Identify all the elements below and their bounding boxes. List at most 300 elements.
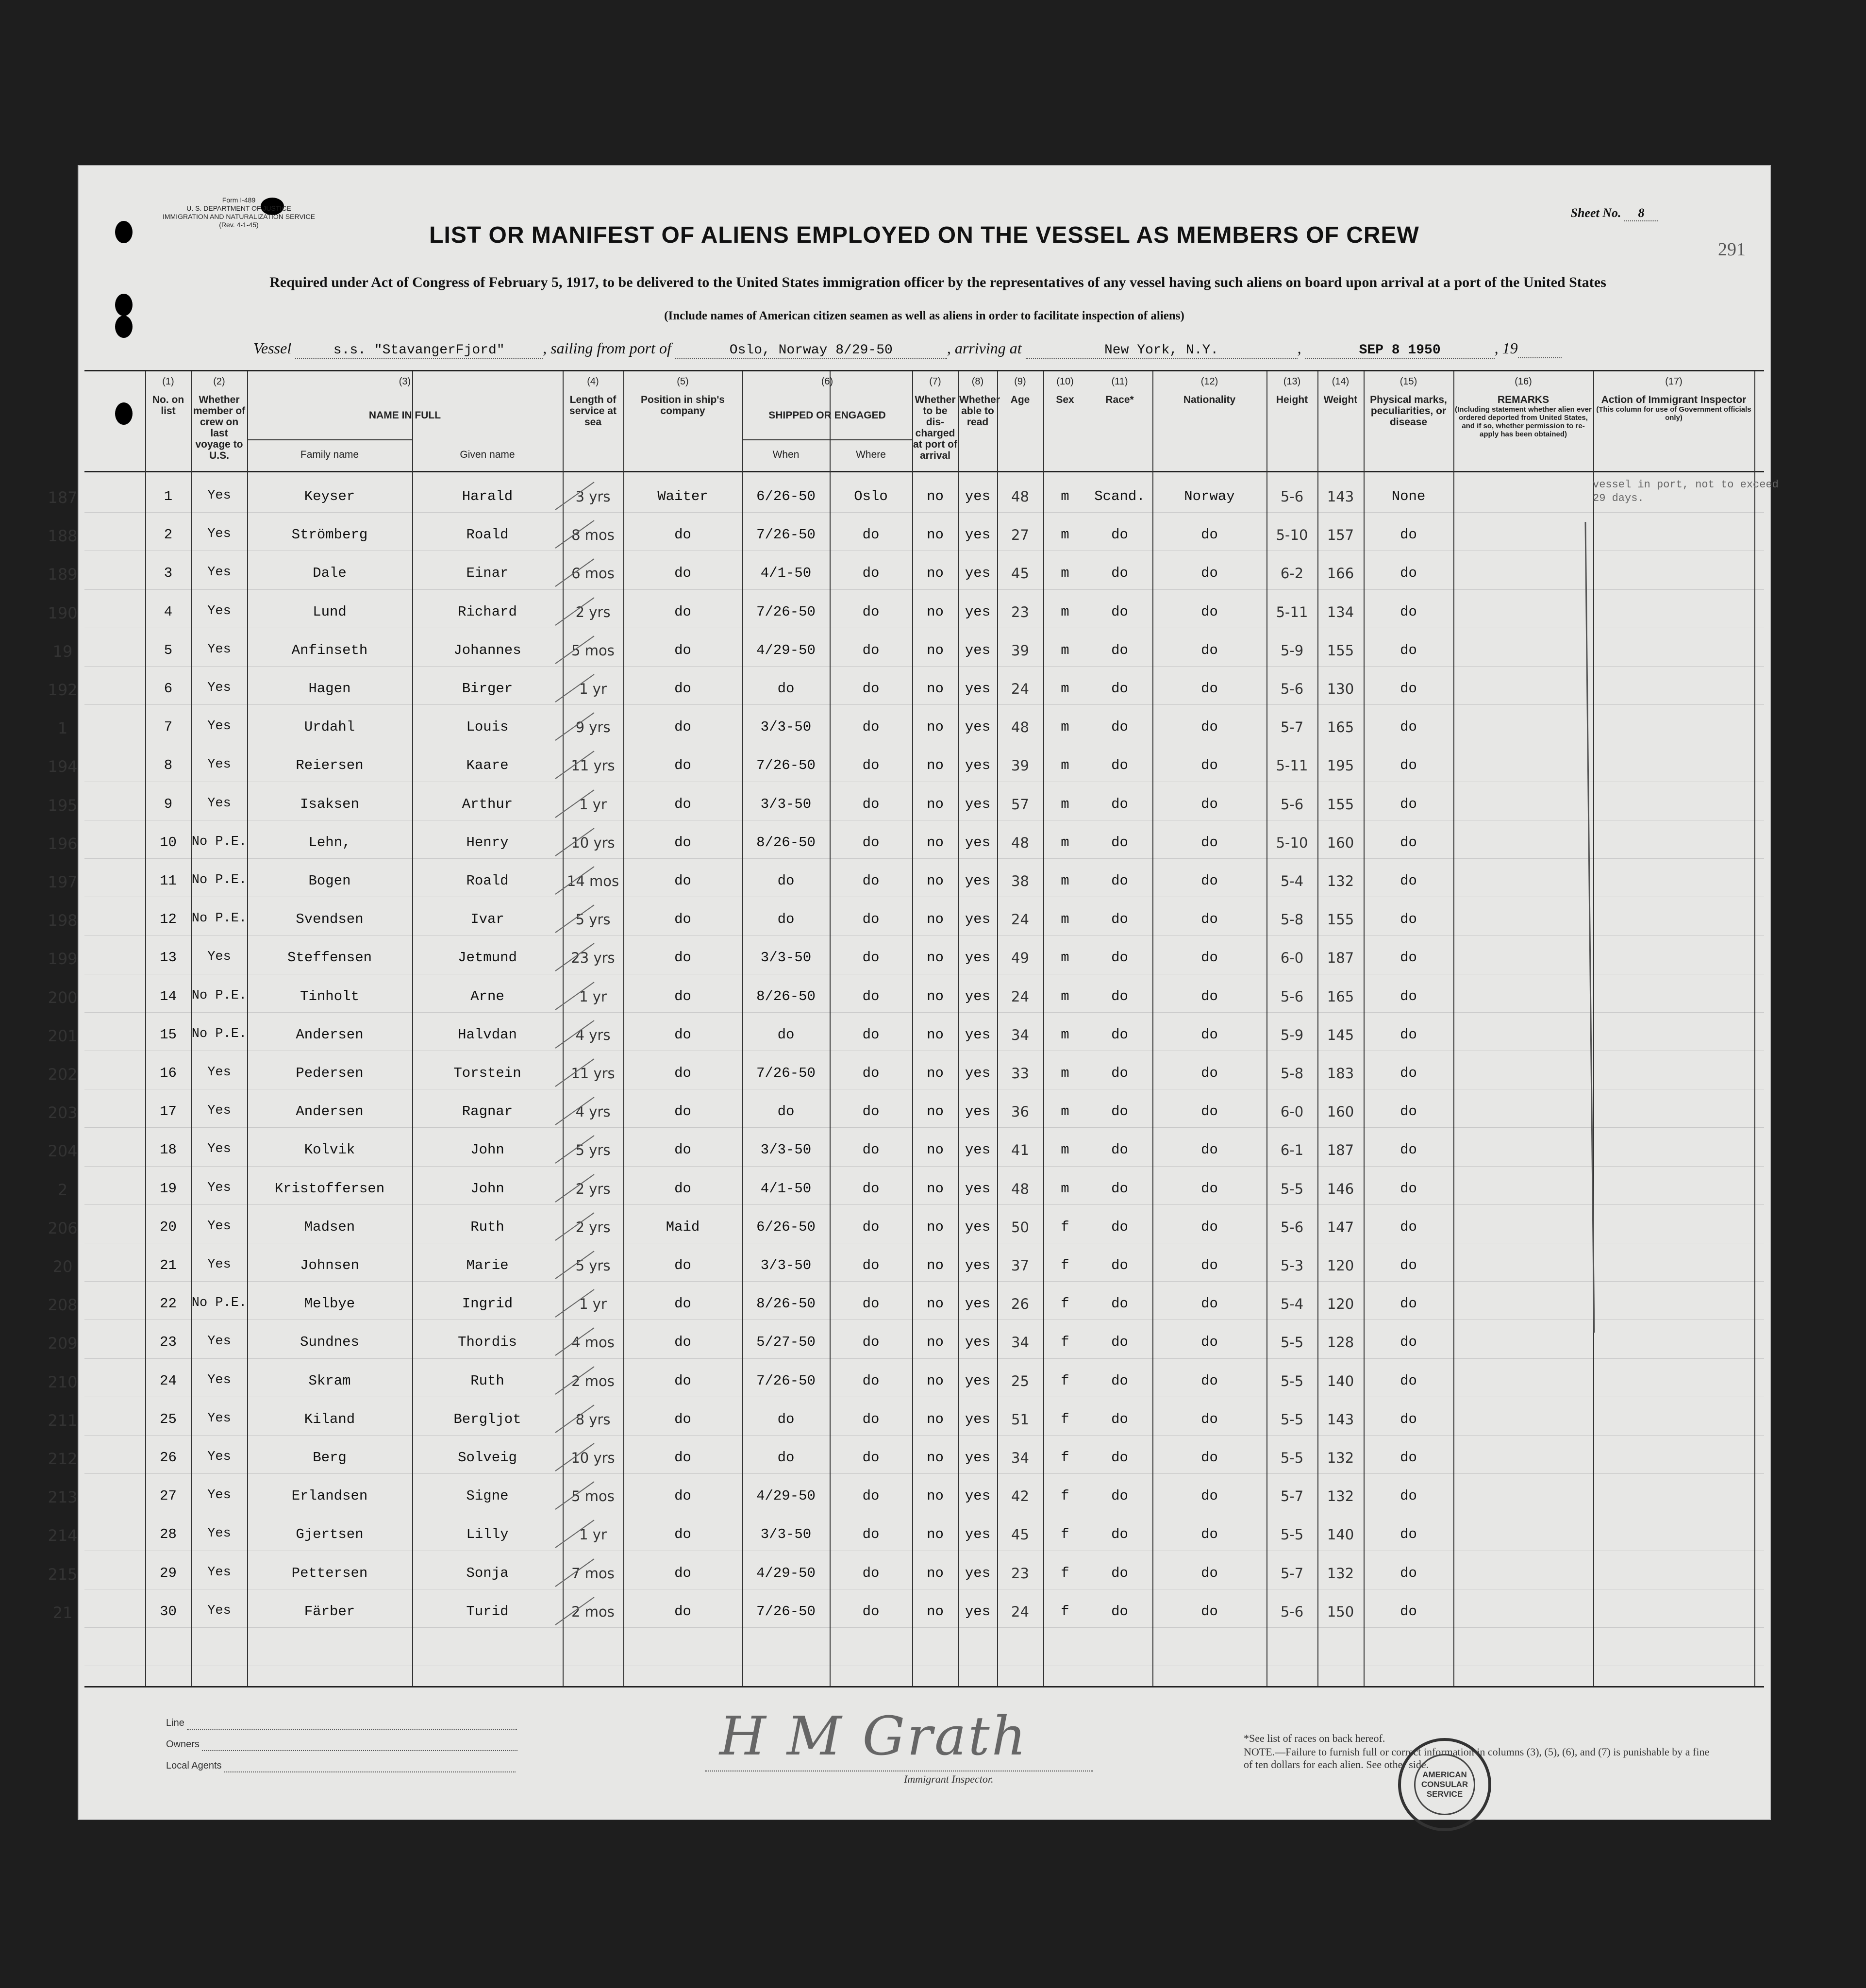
check-slash-icon [553, 1403, 597, 1437]
row-number: 3 [164, 565, 173, 582]
age: 36 [1011, 1103, 1029, 1120]
position: do [674, 1103, 691, 1120]
family-name: Bogen [308, 873, 351, 889]
column-header [998, 376, 1042, 405]
physical-marks: do [1400, 719, 1417, 735]
family-name: Madsen [304, 1219, 355, 1235]
family-name: Berg [313, 1450, 347, 1466]
discharged: no [927, 834, 944, 851]
physical-marks: do [1400, 1180, 1417, 1197]
race: do [1111, 1026, 1128, 1043]
seal-text: AMERICAN CONSULAR SERVICE [1414, 1754, 1475, 1815]
shipped-where: do [862, 1526, 880, 1543]
physical-marks: do [1400, 603, 1417, 620]
race: do [1111, 719, 1128, 735]
row-number: 11 [160, 873, 177, 889]
column-label: SHIPPED OR ENGAGED [768, 410, 886, 421]
column-note: (This column for use of Government officials only) [1596, 405, 1751, 422]
height: 5-5 [1280, 1180, 1304, 1197]
previous-voyage: Yes [207, 796, 231, 811]
given-name: Marie [466, 1257, 509, 1273]
position: do [674, 603, 691, 620]
sex: f [1061, 1488, 1069, 1504]
physical-marks: do [1400, 1142, 1417, 1158]
physical-marks: do [1400, 1257, 1417, 1273]
check-slash-icon [553, 595, 597, 629]
sex: m [1061, 911, 1069, 928]
row-number: 2 [164, 527, 173, 543]
age: 49 [1011, 950, 1029, 967]
physical-marks: do [1400, 873, 1417, 889]
check-slash-icon [553, 787, 597, 821]
previous-voyage: Yes [207, 719, 231, 734]
family-name: Sundnes [300, 1334, 359, 1351]
check-slash-icon [553, 1518, 597, 1552]
sex: m [1061, 642, 1069, 658]
sex: m [1061, 1180, 1069, 1197]
margin-line-number: 197 [48, 873, 78, 891]
service-length: 4 yrs [575, 1103, 611, 1120]
service-length: 5 mos [571, 1488, 615, 1505]
previous-voyage: Yes [207, 642, 231, 657]
column-label: NAME IN FULL [368, 410, 441, 421]
height: 6-2 [1280, 565, 1304, 582]
service-length: 3 yrs [575, 488, 611, 505]
shipped-where: do [862, 603, 880, 620]
position: do [674, 1065, 691, 1081]
shipped-when: 7/26-50 [756, 603, 816, 620]
position: do [674, 1450, 691, 1466]
age: 48 [1011, 719, 1029, 736]
shipped-where: do [862, 1257, 880, 1273]
sex: f [1061, 1526, 1069, 1543]
weight: 150 [1327, 1603, 1354, 1620]
row-number: 27 [160, 1488, 177, 1504]
age: 39 [1011, 757, 1029, 774]
row-line [84, 858, 1764, 859]
discharged: no [927, 565, 944, 582]
column-header [1318, 376, 1363, 405]
age: 24 [1011, 681, 1029, 697]
column-label: Position in ship's company [640, 394, 725, 417]
column-number: (9) [1014, 376, 1026, 387]
column-note: (Including statement whether alien ever ordered deported from United States, and if so, whether permission to re-apply has been obtained) [1455, 405, 1592, 438]
service-length: 11 yrs [571, 1065, 615, 1082]
column-label: Sex [1056, 394, 1074, 405]
shipped-where: do [862, 796, 880, 812]
position: do [674, 873, 691, 889]
nationality: do [1201, 719, 1218, 735]
column-number: (15) [1400, 376, 1417, 387]
nationality: do [1201, 834, 1218, 851]
column-label: Height [1276, 394, 1308, 405]
height: 5-7 [1280, 1488, 1304, 1505]
able-to-read: yes [965, 1603, 991, 1620]
physical-marks: do [1400, 1065, 1417, 1081]
family-name: Pedersen [296, 1065, 364, 1081]
shipped-when: 7/26-50 [756, 757, 816, 774]
position: do [674, 1488, 691, 1504]
shipped-when: 6/26-50 [756, 1219, 816, 1235]
row-number: 15 [160, 1026, 177, 1043]
margin-line-number: 2 [57, 1180, 68, 1199]
age: 41 [1011, 1142, 1029, 1159]
nationality: do [1201, 1334, 1218, 1351]
sheet-number-value: 8 [1624, 206, 1658, 221]
height: 5-6 [1280, 1219, 1304, 1236]
given-name: Ingrid [462, 1296, 513, 1312]
position: do [674, 1026, 691, 1043]
column-label: Whether able to read [959, 394, 1000, 428]
shipped-where: do [862, 1450, 880, 1466]
discharged: no [927, 1142, 944, 1158]
race: do [1111, 1450, 1128, 1466]
shipped-where: do [862, 1065, 880, 1081]
column-header [146, 376, 190, 417]
arriving-label: , arriving at [947, 339, 1022, 357]
check-slash-icon [553, 1210, 597, 1244]
position: do [674, 1257, 691, 1273]
family-name: Dale [313, 565, 347, 582]
family-name: Reiersen [296, 757, 364, 774]
weight: 145 [1327, 1026, 1354, 1043]
shipped-where: do [862, 565, 880, 582]
margin-line-number: 199 [48, 950, 78, 969]
shipped-when: do [777, 1450, 795, 1466]
physical-marks: do [1400, 1411, 1417, 1427]
family-name: Strömberg [291, 527, 368, 543]
age: 57 [1011, 796, 1029, 813]
row-number: 7 [164, 719, 173, 735]
shipped-where: do [862, 681, 880, 697]
shipped-where: do [862, 1180, 880, 1197]
given-name: Louis [466, 719, 509, 735]
family-name: Hagen [308, 681, 351, 697]
previous-voyage: Yes [207, 488, 231, 503]
header-divider [84, 471, 1764, 472]
age: 48 [1011, 1180, 1029, 1197]
column-label: Whether to be dis-charged at port of arrival [913, 394, 957, 461]
row-number: 4 [164, 603, 173, 620]
family-name: Isaksen [300, 796, 359, 812]
height: 5-6 [1280, 796, 1304, 813]
age: 23 [1011, 1565, 1029, 1582]
column-number: (13) [1283, 376, 1301, 387]
weight: 132 [1327, 873, 1354, 889]
race: do [1111, 1142, 1128, 1158]
nationality: do [1201, 1603, 1218, 1620]
nationality: do [1201, 1103, 1218, 1120]
physical-marks: do [1400, 834, 1417, 851]
owners-field [166, 1739, 517, 1751]
line-field [166, 1718, 517, 1730]
age: 39 [1011, 642, 1029, 659]
check-slash-icon [553, 710, 597, 744]
position: do [674, 1142, 691, 1158]
remarks-note: vessel in port, not to exceed 29 days. [1593, 479, 1779, 504]
row-number: 9 [164, 796, 173, 812]
check-slash-icon [553, 634, 597, 668]
shipped-where: do [862, 642, 880, 658]
check-slash-icon [553, 1172, 597, 1206]
inspector-signature: H M Grath [719, 1705, 1028, 1767]
column-label: Weight [1323, 394, 1358, 405]
previous-voyage: Yes [207, 757, 231, 772]
column-header [913, 376, 957, 461]
nationality: do [1201, 911, 1218, 928]
given-name: Sonja [466, 1565, 509, 1581]
discharged: no [927, 1565, 944, 1581]
discharged: no [927, 527, 944, 543]
age: 48 [1011, 834, 1029, 851]
race-note: *See list of races on back hereof. [1244, 1732, 1385, 1744]
crew-table [48, 370, 1779, 1687]
shipped-where: do [862, 1334, 880, 1351]
position: do [674, 988, 691, 1004]
age: 50 [1011, 1219, 1029, 1236]
revision-date: (Rev. 4-1-45) [219, 221, 259, 229]
weight: 128 [1327, 1334, 1354, 1351]
able-to-read: yes [965, 950, 991, 966]
row-line [84, 512, 1764, 513]
discharged: no [927, 1180, 944, 1197]
age: 42 [1011, 1488, 1029, 1505]
shipped-where: do [862, 1372, 880, 1389]
family-name: Andersen [296, 1026, 364, 1043]
given-name: Harald [462, 488, 513, 504]
physical-marks: do [1400, 988, 1417, 1004]
discharged: no [927, 796, 944, 812]
margin-line-number: 208 [48, 1296, 78, 1315]
race: do [1111, 527, 1128, 543]
previous-voyage: Yes [207, 1372, 231, 1387]
column-label: Whether member of crew on last voyage to U.S. [193, 394, 246, 461]
column-header [1365, 376, 1452, 428]
column-subheader: Where [856, 449, 886, 460]
column-header [248, 376, 562, 421]
race: do [1111, 757, 1128, 774]
position: do [674, 757, 691, 774]
height: 5-10 [1276, 527, 1308, 544]
position: do [674, 834, 691, 851]
margin-line-number: 215 [48, 1565, 78, 1584]
row-number: 8 [164, 757, 173, 774]
arrival-date: SEP 8 1950 [1305, 343, 1495, 359]
race: do [1111, 1372, 1128, 1389]
shipped-where: do [862, 834, 880, 851]
check-slash-icon [553, 749, 597, 783]
service-length: 9 yrs [575, 719, 611, 736]
sex: m [1061, 719, 1069, 735]
nationality: do [1201, 642, 1218, 658]
service-length: 8 yrs [575, 1411, 611, 1428]
sex: f [1061, 1257, 1069, 1273]
margin-line-number: 187 [48, 488, 78, 507]
document-subtitle: Required under Act of Congress of February 5, 1917, to be delivered to the United States immigration officer by the representatives of any vessel having such aliens on board upon arrival at a port of the United States [269, 274, 1606, 290]
previous-voyage: Yes [207, 1103, 231, 1119]
weight: 130 [1327, 681, 1354, 697]
given-name: Ruth [470, 1372, 504, 1389]
service-length: 5 yrs [575, 911, 611, 928]
margin-line-number: 195 [48, 796, 78, 815]
shipped-when: 3/3-50 [760, 950, 812, 966]
nationality: do [1201, 1180, 1218, 1197]
age: 45 [1011, 565, 1029, 582]
margin-line-number: 1 [57, 719, 68, 738]
weight: 160 [1327, 834, 1354, 851]
check-slash-icon [553, 826, 597, 860]
row-line [84, 1435, 1764, 1436]
weight: 146 [1327, 1180, 1354, 1197]
previous-voyage: Yes [207, 1450, 231, 1464]
discharged: no [927, 1065, 944, 1081]
column-number: (6) [821, 376, 833, 387]
able-to-read: yes [965, 796, 991, 812]
nationality: do [1201, 1526, 1218, 1543]
position: Waiter [657, 488, 708, 504]
physical-marks: do [1400, 1219, 1417, 1235]
sex: m [1061, 834, 1069, 851]
discharged: no [927, 1603, 944, 1620]
nationality: do [1201, 1372, 1218, 1389]
previous-voyage: No P.E. [191, 834, 247, 849]
race: do [1111, 681, 1128, 697]
margin-line-number: 196 [48, 834, 78, 853]
family-name: Steffensen [287, 950, 372, 966]
sex: m [1061, 527, 1069, 543]
margin-line-number: 212 [48, 1450, 78, 1468]
column-number: (3) [399, 376, 411, 387]
sex: f [1061, 1450, 1069, 1466]
height: 5-5 [1280, 1411, 1304, 1428]
row-line [84, 1473, 1764, 1474]
nationality: Norway [1184, 488, 1235, 504]
discharged: no [927, 911, 944, 928]
check-slash-icon [553, 1441, 597, 1475]
race: do [1111, 988, 1128, 1004]
family-name: Svendsen [296, 911, 364, 928]
check-slash-icon [553, 902, 597, 936]
physical-marks: do [1400, 1488, 1417, 1504]
discharged: no [927, 1488, 944, 1504]
position: do [674, 950, 691, 966]
shipped-where: do [862, 988, 880, 1004]
nationality: do [1201, 1565, 1218, 1581]
race: do [1111, 642, 1128, 658]
row-number: 25 [160, 1411, 177, 1427]
shipped-when: 3/3-50 [760, 1526, 812, 1543]
sex: m [1061, 603, 1069, 620]
margin-line-number: 213 [48, 1488, 78, 1507]
shipped-when: 4/29-50 [756, 1488, 816, 1504]
weight: 143 [1327, 488, 1354, 505]
race: do [1111, 796, 1128, 812]
given-name: Thordis [458, 1334, 517, 1351]
service-length: 2 yrs [575, 1219, 611, 1236]
physical-marks: do [1400, 1603, 1417, 1620]
race: do [1111, 1180, 1128, 1197]
height: 5-8 [1280, 911, 1304, 928]
race: do [1111, 1296, 1128, 1312]
check-slash-icon [553, 556, 597, 590]
height: 5-3 [1280, 1257, 1304, 1274]
able-to-read: yes [965, 488, 991, 504]
subheader-divider [742, 439, 912, 440]
shipped-when: 3/3-50 [760, 1257, 812, 1273]
given-name: Bergljot [453, 1411, 521, 1427]
nationality: do [1201, 796, 1218, 812]
given-name: Roald [466, 873, 509, 889]
check-slash-icon [553, 1595, 597, 1629]
sex: f [1061, 1296, 1069, 1312]
age: 25 [1011, 1372, 1029, 1389]
shipped-where: do [862, 1219, 880, 1235]
nationality: do [1201, 1296, 1218, 1312]
row-line [84, 589, 1764, 590]
discharged: no [927, 1219, 944, 1235]
race: Scand. [1094, 488, 1145, 504]
row-number: 24 [160, 1372, 177, 1389]
service-length: 1 yr [579, 1526, 607, 1543]
height: 5-5 [1280, 1334, 1304, 1351]
column-label: Action of Immigrant Inspector [1601, 394, 1747, 405]
margin-line-number: 19 [52, 642, 73, 661]
check-slash-icon [553, 1287, 597, 1321]
weight: 140 [1327, 1526, 1354, 1543]
column-number: (5) [677, 376, 689, 387]
shipped-when: 3/3-50 [760, 1142, 812, 1158]
row-line [84, 1627, 1764, 1628]
given-name: Turid [466, 1603, 509, 1620]
shipped-when: do [777, 911, 795, 928]
previous-voyage: Yes [207, 1526, 231, 1541]
physical-marks: None [1391, 488, 1426, 504]
shipped-when: 7/26-50 [756, 1603, 816, 1620]
sex: f [1061, 1372, 1069, 1389]
margin-line-number: 21 [52, 1603, 73, 1622]
able-to-read: yes [965, 719, 991, 735]
position: do [674, 1411, 691, 1427]
position: do [674, 642, 691, 658]
previous-voyage: Yes [207, 1488, 231, 1503]
service-name: IMMIGRATION AND NATURALIZATION SERVICE [163, 213, 315, 220]
race: do [1111, 1257, 1128, 1273]
shipped-where: Oslo [854, 488, 888, 504]
able-to-read: yes [965, 1026, 991, 1043]
sex: m [1061, 488, 1069, 504]
column-number: (16) [1515, 376, 1532, 387]
margin-line-number: 190 [48, 603, 78, 622]
form-number: Form I-489 [222, 196, 256, 204]
height: 6-1 [1280, 1142, 1304, 1159]
race: do [1111, 1065, 1128, 1081]
check-slash-icon [553, 1479, 597, 1513]
nationality: do [1201, 1026, 1218, 1043]
physical-marks: do [1400, 911, 1417, 928]
family-name: Anfinseth [291, 642, 368, 658]
row-number: 19 [160, 1180, 177, 1197]
family-name: Lund [313, 603, 347, 620]
position: do [674, 565, 691, 582]
position: do [674, 1603, 691, 1620]
owners-label: Owners [166, 1739, 200, 1750]
weight: 120 [1327, 1296, 1354, 1313]
weight: 195 [1327, 757, 1354, 774]
height: 5-7 [1280, 719, 1304, 736]
previous-voyage: No P.E. [191, 873, 247, 887]
inspector-label: Immigrant Inspector. [904, 1773, 994, 1785]
able-to-read: yes [965, 527, 991, 543]
